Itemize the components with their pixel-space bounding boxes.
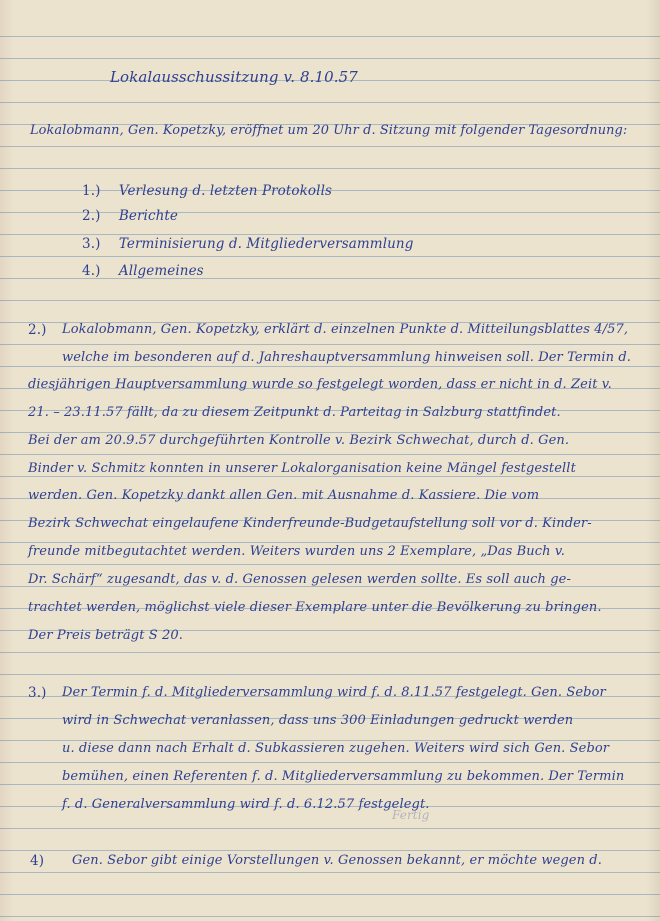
agenda-number: 3.): [82, 236, 101, 252]
section-number: 2.): [28, 322, 47, 338]
text-line: trachtet werden, möglichst viele dieser Exemplare unter die Bevölkerung zu bringen.: [28, 600, 602, 615]
text-line: f. d. Generalversammlung wird f. d. 6.12.57 festgelegt.: [62, 797, 430, 812]
agenda-text: Berichte: [118, 208, 179, 224]
section-number: 4): [30, 853, 45, 869]
text-line: diesjährigen Hauptversammlung wurde so festgelegt worden, dass er nicht in d. Zeit v.: [28, 377, 612, 392]
text-line: Bezirk Schwechat eingelaufene Kinderfreunde-Budgetaufstellung soll vor d. Kinder-: [28, 516, 592, 531]
opening-line: Lokalobmann, Gen. Kopetzky, eröffnet um 20 Uhr d. Sitzung mit folgender Tagesordnung:: [30, 123, 628, 138]
text-line: werden. Gen. Kopetzky dankt allen Gen. mit Ausnahme d. Kassiere. Die vom: [28, 488, 540, 503]
agenda-item: [82, 183, 332, 199]
text-line: Dr. Schärf“ zugesandt, das v. d. Genossen gelesen werden sollte. Es soll auch ge-: [28, 572, 571, 587]
agenda-text: Terminisierung d. Mitgliederversammlung: [118, 236, 414, 252]
text-line: 21. – 23.11.57 fällt, da zu diesem Zeitpunkt d. Parteitag in Salzburg stattfindet.: [28, 405, 561, 420]
text-line: bemühen, einen Referenten f. d. Mitgliederversammlung zu bekommen. Der Termin: [62, 769, 625, 784]
text-line: Bei der am 20.9.57 durchgeführten Kontrolle v. Bezirk Schwechat, durch d. Gen.: [28, 433, 570, 448]
agenda-number: 2.): [82, 208, 101, 224]
agenda-item: [82, 236, 413, 252]
section-number: 3.): [28, 685, 47, 701]
agenda-item: [82, 263, 204, 279]
text-line: Lokalobmann, Gen. Kopetzky, erklärt d. einzelnen Punkte d. Mitteilungsblattes 4/57,: [62, 322, 629, 337]
page-title: Lokalausschussitzung v. 8.10.57: [110, 68, 358, 86]
agenda-number: 4.): [82, 263, 101, 279]
text-line: Der Termin f. d. Mitgliederversammlung wird f. d. 8.11.57 festgelegt. Gen. Sebor: [62, 685, 606, 700]
text-line: Der Preis beträgt S 20.: [28, 628, 183, 643]
agenda-text: Verlesung d. letzten Protokolls: [118, 183, 333, 199]
text-line: freunde mitbegutachtet werden. Weiters wurden uns 2 Exemplare, „Das Buch v.: [28, 544, 565, 559]
text-line: welche im besonderen auf d. Jahreshauptversammlung hinweisen soll. Der Termin d.: [62, 350, 631, 365]
agenda-text: Allgemeines: [118, 263, 204, 279]
text-line: Binder v. Schmitz konnten in unserer Lokalorganisation keine Mängel festgestellt: [28, 461, 576, 476]
agenda-number: 1.): [82, 183, 101, 199]
bleed-through-text: Fertig: [392, 808, 430, 822]
text-line: wird in Schwechat veranlassen, dass uns 300 Einladungen gedruckt werden: [62, 713, 574, 728]
text-line: u. diese dann nach Erhalt d. Subkassieren zugehen. Weiters wird sich Gen. Sebor: [62, 741, 610, 756]
text-line: Gen. Sebor gibt einige Vorstellungen v. Genossen bekannt, er möchte wegen d.: [72, 853, 602, 868]
agenda-item: [82, 208, 178, 224]
